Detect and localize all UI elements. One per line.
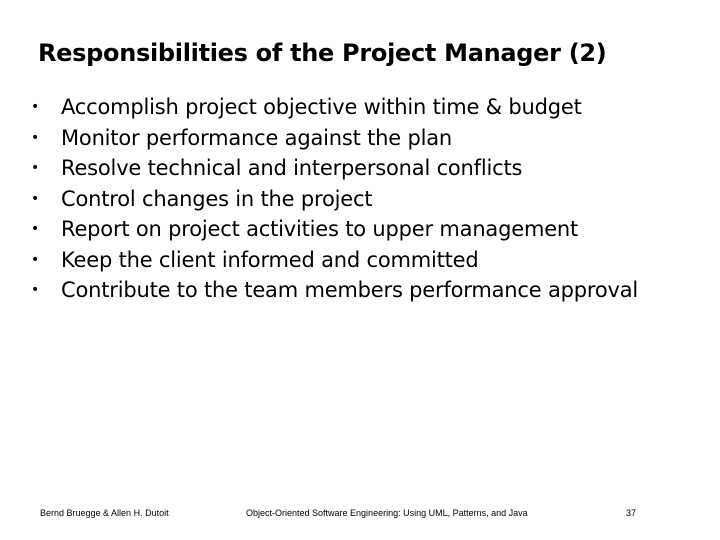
bullet-point-icon: • (30, 251, 40, 268)
bullet-text: Contribute to the team members performance approval (61, 278, 639, 302)
bullet-item (28, 275, 698, 306)
bullet-point-icon: • (30, 221, 40, 237)
bullet-text: Control changes in the project (61, 186, 373, 211)
bullet-text: Report on project activities to upper management (61, 217, 579, 241)
bullet-text: Keep the client informed and committed (61, 247, 479, 272)
bullet-item (28, 92, 698, 123)
bullet-point-icon: • (30, 160, 40, 176)
bullet-item (28, 214, 698, 245)
bullet-point-icon: • (30, 99, 40, 115)
bullet-text: Monitor performance against the plan (61, 125, 453, 150)
bullet-item (28, 184, 698, 215)
bullet-point-icon: • (30, 190, 40, 207)
page-number: 37 (626, 508, 637, 518)
slide-title: Responsibilities of the Project Manager (2) (38, 39, 607, 67)
footer-authors: Bernd Bruegge & Allen H. Dutoit (40, 508, 169, 518)
footer-book-title: Object-Oriented Software Engineering: Using UML, Patterns, and Java (246, 508, 528, 518)
bullet-text: Resolve technical and interpersonal conflicts (61, 156, 523, 180)
bullet-item (28, 153, 698, 184)
bullet-point-icon: • (30, 129, 40, 146)
bullet-point-icon: • (30, 282, 40, 298)
bullet-item (28, 123, 698, 154)
bullet-list (28, 92, 698, 306)
bullet-item (28, 245, 698, 276)
bullet-text: Accomplish project objective within time & budget (61, 95, 582, 119)
